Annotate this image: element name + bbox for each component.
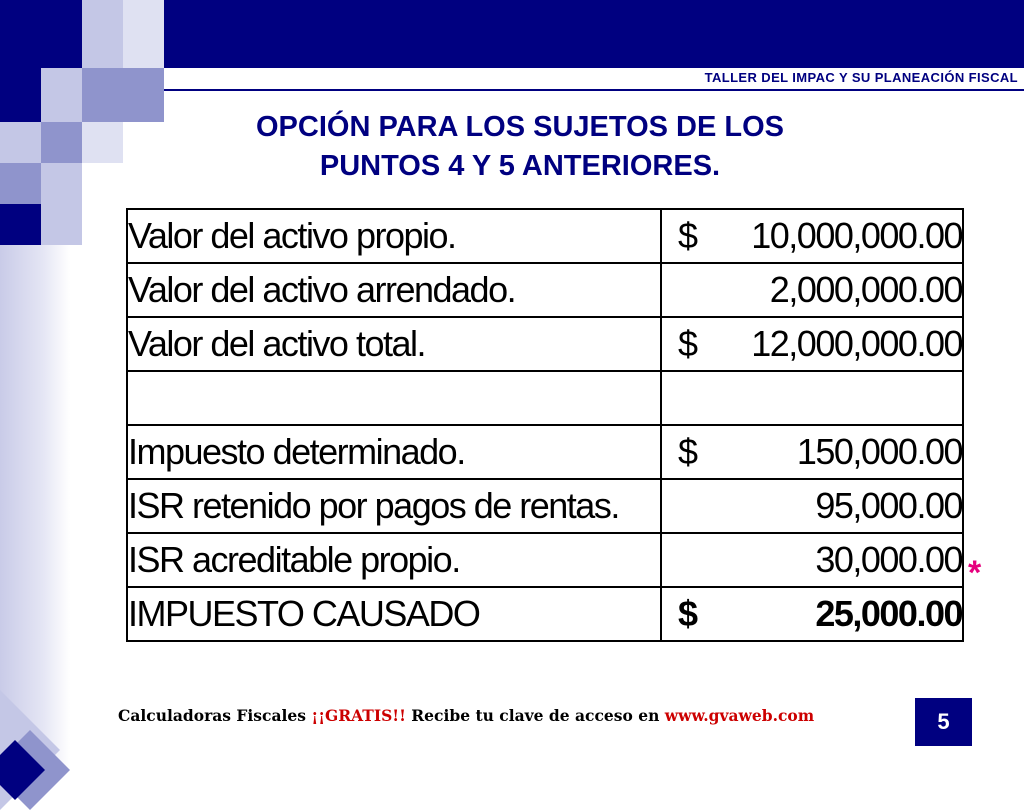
row-amount-cell bbox=[661, 425, 963, 479]
page-number: 5 bbox=[915, 698, 972, 746]
row-label: ISR retenido por pagos de rentas. bbox=[127, 479, 661, 533]
row-amount-cell bbox=[661, 209, 963, 263]
workshop-title: TALLER DEL IMPAC Y SU PLANEACIÓN FISCAL bbox=[704, 70, 1018, 85]
currency-symbol: $ bbox=[678, 431, 697, 472]
table-row bbox=[127, 263, 963, 317]
row-amount-cell bbox=[661, 371, 963, 425]
slide-title-line-2: PUNTOS 4 Y 5 ANTERIORES. bbox=[319, 150, 721, 182]
row-label bbox=[127, 371, 661, 425]
asterisk-note: * bbox=[968, 554, 982, 592]
currency-symbol: $ bbox=[678, 215, 697, 256]
row-amount: 12,000,000.00 bbox=[751, 323, 962, 364]
slide-title bbox=[170, 108, 870, 186]
row-amount: 150,000.00 bbox=[796, 431, 962, 472]
table-row-empty bbox=[127, 371, 963, 425]
row-amount: 2,000,000.00 bbox=[769, 269, 962, 310]
slide-title-line-1: OPCIÓN PARA LOS SUJETOS DE LOS bbox=[256, 111, 784, 143]
footer-website-link[interactable]: www.gvaweb.com bbox=[664, 706, 815, 725]
row-label: Impuesto determinado. bbox=[127, 425, 661, 479]
footer-text-1: Calculadoras Fiscales bbox=[118, 706, 312, 725]
table-row bbox=[127, 479, 963, 533]
table-row bbox=[127, 317, 963, 371]
footer-text-2: Recibe tu clave de acceso en bbox=[405, 706, 665, 725]
tax-table bbox=[126, 208, 964, 642]
row-label: Valor del activo propio. bbox=[127, 209, 661, 263]
table-row bbox=[127, 209, 963, 263]
row-amount: 95,000.00 bbox=[815, 485, 962, 526]
currency-symbol: $ bbox=[678, 593, 697, 634]
row-amount-cell bbox=[661, 263, 963, 317]
top-header-bar bbox=[164, 0, 1024, 68]
row-amount: 10,000,000.00 bbox=[751, 215, 962, 256]
footer-free-text: ¡¡GRATIS!! bbox=[311, 706, 406, 725]
row-label: Valor del activo arrendado. bbox=[127, 263, 661, 317]
row-amount: 30,000.00 bbox=[815, 539, 962, 580]
footer-promo bbox=[118, 706, 814, 725]
row-amount-cell bbox=[661, 479, 963, 533]
table-row bbox=[127, 425, 963, 479]
row-amount-cell bbox=[661, 317, 963, 371]
total-amount-cell bbox=[661, 587, 963, 641]
table-row bbox=[127, 533, 963, 587]
currency-symbol: $ bbox=[678, 323, 697, 364]
row-amount-cell bbox=[661, 533, 963, 587]
total-label: IMPUESTO CAUSADO bbox=[127, 587, 661, 641]
row-label: Valor del activo total. bbox=[127, 317, 661, 371]
total-amount: 25,000.00 bbox=[815, 593, 962, 634]
header-rule bbox=[164, 89, 1024, 91]
row-label: ISR acreditable propio. bbox=[127, 533, 661, 587]
table-row-total bbox=[127, 587, 963, 641]
